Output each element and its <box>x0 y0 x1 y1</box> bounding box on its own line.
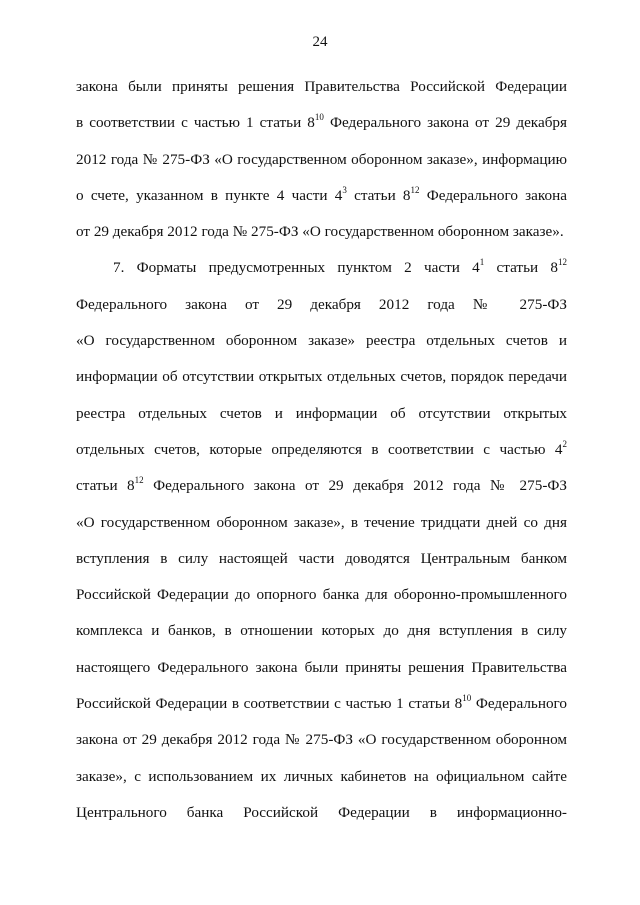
document-body <box>76 69 567 831</box>
text-line: информации об отсутствии открытых отдельных счетов, порядок передачи <box>76 368 567 386</box>
text-line: «О государственном оборонном заказе» реестра отдельных счетов и <box>76 332 567 350</box>
superscript-index: 1 <box>479 257 485 268</box>
superscript-index: 12 <box>558 257 567 268</box>
text-line: закона были приняты решения Правительства Российской Федерации <box>76 78 567 95</box>
superscript-index: 3 <box>342 184 347 195</box>
text-line: «О государственном оборонном заказе», в течение тридцати дней со дня <box>76 513 567 531</box>
text-line: Федерального закона от 29 декабря 2012 года № 275-ФЗ <box>76 295 567 313</box>
superscript-index: 12 <box>410 184 420 195</box>
superscript-index: 2 <box>562 438 567 449</box>
text-line: закона от 29 декабря 2012 года № 275-ФЗ «О государственном оборонном <box>76 731 567 749</box>
text-line: Российской Федерации до опорного банка для оборонно-промышленного <box>76 586 567 604</box>
text-line: реестра отдельных счетов и информации об отсутствии открытых <box>76 404 567 422</box>
text-line: 2012 года № 275-ФЗ «О государственном оборонном заказе», информацию <box>76 150 567 168</box>
text-line: в соответствии с частью 1 статьи $8^{10}$ Федерального закона от 29 декабря <box>76 112 568 132</box>
text-line: вступления в силу настоящей части доводятся Центральным банком <box>76 549 567 567</box>
superscript-index: 10 <box>314 112 324 123</box>
text-line: Российской Федерации в соответствии с частью 1 статьи $8^{10}$ Федерального <box>76 693 567 713</box>
text-line: о счете, указанном в пункте 4 части $4^3$ статьи $8^{12}$ Федерального закона <box>76 184 567 204</box>
text-line: отдельных счетов, которые определяются в соответствии с частью $4^2$ <box>76 438 567 458</box>
text-line: заказе», с использованием их личных кабинетов на официальном сайте <box>76 767 567 785</box>
paragraph-7-first-line: 7. Форматы предусмотренных пунктом 2 части $4^1$ статьи $8^{12}$ <box>113 257 567 277</box>
text-line: комплекса и банков, в отношении которых до дня вступления в силу <box>76 622 567 640</box>
text-line: настоящего Федерального закона были приняты решения Правительства <box>76 658 567 676</box>
superscript-index: 10 <box>462 693 472 704</box>
text-line: Центрального банка Российской Федерации в информационно- <box>76 803 567 821</box>
text-line: статьи $8^{12}$ Федерального закона от 29 декабря 2012 года № 275-ФЗ <box>76 475 568 495</box>
text-line: от 29 декабря 2012 года № 275-ФЗ «О государственном оборонном заказе». <box>76 223 564 241</box>
page-number: 24 <box>312 34 328 50</box>
superscript-index: 12 <box>134 475 144 486</box>
